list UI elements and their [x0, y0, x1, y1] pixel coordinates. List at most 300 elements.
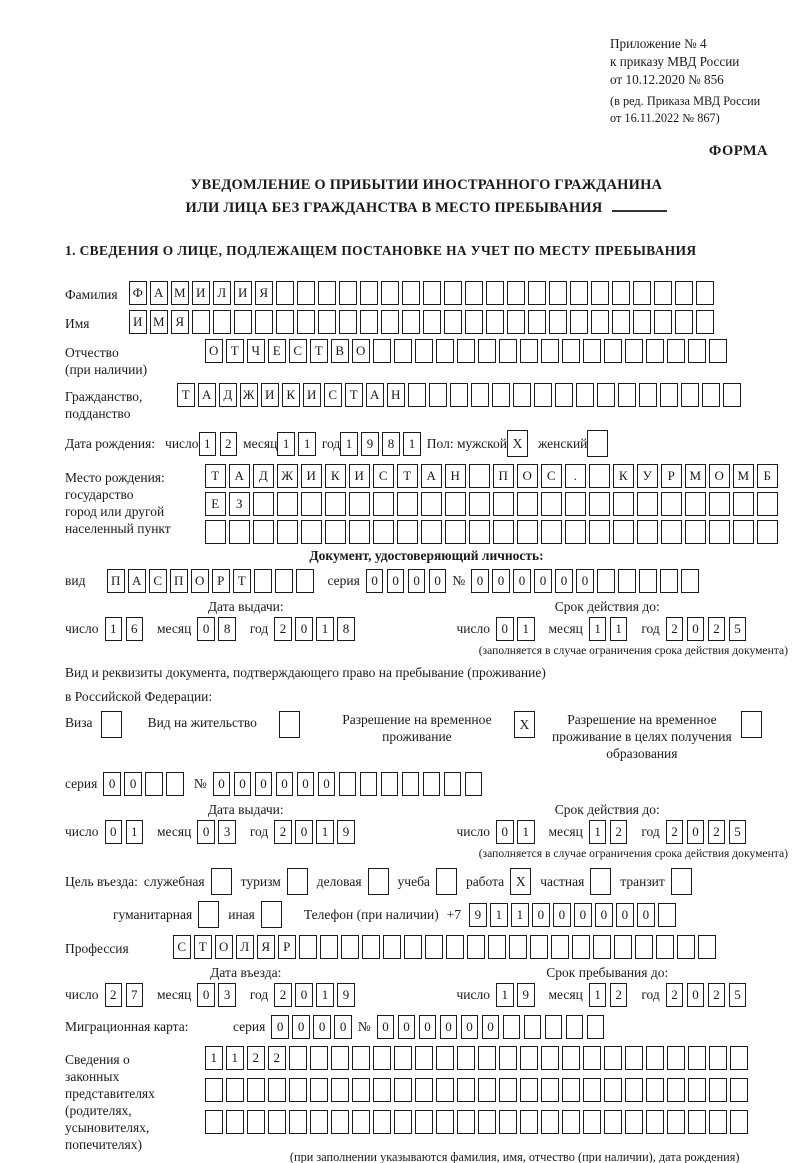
char-box[interactable]: Л	[236, 935, 254, 959]
char-box[interactable]	[696, 281, 714, 305]
char-box[interactable]	[226, 1110, 244, 1134]
char-box[interactable]	[352, 1046, 370, 1070]
char-box[interactable]	[565, 520, 586, 544]
char-box[interactable]: О	[205, 339, 223, 363]
char-box[interactable]	[478, 1110, 496, 1134]
char-box[interactable]	[562, 1078, 580, 1102]
char-box[interactable]	[320, 935, 338, 959]
char-box[interactable]: 2	[708, 820, 726, 844]
char-box[interactable]	[709, 520, 730, 544]
birth-place-boxes-1[interactable]	[205, 464, 778, 488]
char-box[interactable]	[488, 935, 506, 959]
char-box[interactable]	[499, 339, 517, 363]
char-box[interactable]	[661, 492, 682, 516]
char-box[interactable]	[421, 520, 442, 544]
char-box[interactable]: 0	[492, 569, 510, 593]
valid-day-boxes[interactable]	[496, 820, 535, 844]
char-box[interactable]: А	[128, 569, 146, 593]
char-box[interactable]: Т	[233, 569, 251, 593]
char-box[interactable]	[478, 1078, 496, 1102]
char-box[interactable]	[394, 339, 412, 363]
char-box[interactable]: 0	[255, 772, 273, 796]
char-box[interactable]	[253, 492, 274, 516]
char-box[interactable]: 0	[534, 569, 552, 593]
char-box[interactable]	[402, 281, 420, 305]
char-box[interactable]: 1	[126, 820, 144, 844]
char-box[interactable]: 0	[496, 820, 514, 844]
char-box[interactable]: С	[324, 383, 342, 407]
char-box[interactable]: 0	[234, 772, 252, 796]
char-box[interactable]	[486, 310, 504, 334]
char-box[interactable]	[277, 492, 298, 516]
char-box[interactable]	[436, 1078, 454, 1102]
char-box[interactable]: 1	[316, 983, 334, 1007]
char-box[interactable]: 1	[610, 617, 628, 641]
issue-year-boxes[interactable]	[274, 617, 355, 641]
char-box[interactable]	[425, 935, 443, 959]
char-box[interactable]	[685, 520, 706, 544]
char-box[interactable]: 0	[496, 617, 514, 641]
char-box[interactable]	[465, 772, 483, 796]
char-box[interactable]	[675, 281, 693, 305]
char-box[interactable]	[341, 935, 359, 959]
char-box[interactable]: 0	[387, 569, 405, 593]
char-box[interactable]: Н	[387, 383, 405, 407]
char-box[interactable]	[296, 569, 314, 593]
char-box[interactable]: С	[149, 569, 167, 593]
char-box[interactable]: О	[352, 339, 370, 363]
representatives-boxes-1[interactable]	[205, 1046, 748, 1070]
char-box[interactable]	[757, 492, 778, 516]
char-box[interactable]	[562, 339, 580, 363]
purpose-checkbox-delovaya[interactable]	[368, 868, 389, 895]
char-box[interactable]	[247, 1110, 265, 1134]
char-box[interactable]: 0	[105, 820, 123, 844]
char-box[interactable]	[625, 1110, 643, 1134]
char-box[interactable]: Ж	[277, 464, 298, 488]
char-box[interactable]: Р	[278, 935, 296, 959]
char-box[interactable]	[633, 281, 651, 305]
char-box[interactable]	[318, 310, 336, 334]
purpose-checkbox-rabota[interactable]: X	[510, 868, 531, 895]
char-box[interactable]	[646, 1110, 664, 1134]
char-box[interactable]	[549, 281, 567, 305]
char-box[interactable]	[618, 569, 636, 593]
char-box[interactable]: Я	[255, 281, 273, 305]
stay-month-boxes[interactable]	[589, 983, 628, 1007]
char-box[interactable]: 3	[218, 983, 236, 1007]
char-box[interactable]: 2	[105, 983, 123, 1007]
char-box[interactable]	[301, 492, 322, 516]
char-box[interactable]	[471, 383, 489, 407]
char-box[interactable]	[517, 492, 538, 516]
char-box[interactable]: И	[303, 383, 321, 407]
issue-month-boxes[interactable]	[197, 820, 236, 844]
char-box[interactable]	[404, 935, 422, 959]
char-box[interactable]	[660, 383, 678, 407]
char-box[interactable]	[297, 281, 315, 305]
char-box[interactable]: Н	[445, 464, 466, 488]
patronymic-boxes[interactable]	[205, 339, 727, 363]
char-box[interactable]	[469, 464, 490, 488]
char-box[interactable]: 0	[213, 772, 231, 796]
residence-series-boxes[interactable]	[103, 772, 184, 796]
char-box[interactable]	[637, 520, 658, 544]
char-box[interactable]	[656, 935, 674, 959]
birth-place-boxes-2[interactable]	[205, 492, 778, 516]
char-box[interactable]: 8	[382, 432, 400, 456]
char-box[interactable]	[604, 1078, 622, 1102]
char-box[interactable]	[572, 935, 590, 959]
char-box[interactable]	[635, 935, 653, 959]
representatives-boxes-2[interactable]	[205, 1078, 748, 1102]
char-box[interactable]: 0	[408, 569, 426, 593]
char-box[interactable]	[685, 492, 706, 516]
char-box[interactable]	[589, 464, 610, 488]
char-box[interactable]	[589, 492, 610, 516]
migration-number-boxes[interactable]	[377, 1015, 605, 1039]
char-box[interactable]	[339, 310, 357, 334]
char-box[interactable]: С	[373, 464, 394, 488]
char-box[interactable]: 0	[318, 772, 336, 796]
char-box[interactable]	[587, 1015, 605, 1039]
char-box[interactable]: М	[685, 464, 706, 488]
char-box[interactable]	[301, 520, 322, 544]
char-box[interactable]	[696, 310, 714, 334]
char-box[interactable]	[583, 1110, 601, 1134]
char-box[interactable]	[445, 520, 466, 544]
birth-place-boxes-3[interactable]	[205, 520, 778, 544]
char-box[interactable]	[486, 281, 504, 305]
char-box[interactable]	[639, 569, 657, 593]
char-box[interactable]	[507, 281, 525, 305]
char-box[interactable]: 0	[103, 772, 121, 796]
char-box[interactable]	[604, 1046, 622, 1070]
char-box[interactable]	[562, 1110, 580, 1134]
char-box[interactable]: 0	[124, 772, 142, 796]
char-box[interactable]	[192, 310, 210, 334]
char-box[interactable]: 0	[271, 1015, 289, 1039]
char-box[interactable]: 5	[729, 983, 747, 1007]
purpose-checkbox-tranzit[interactable]	[671, 868, 692, 895]
char-box[interactable]: 0	[295, 983, 313, 1007]
char-box[interactable]	[325, 520, 346, 544]
issue-day-boxes[interactable]	[105, 617, 144, 641]
char-box[interactable]: 1	[589, 983, 607, 1007]
char-box[interactable]	[373, 1046, 391, 1070]
char-box[interactable]	[373, 492, 394, 516]
char-box[interactable]	[415, 339, 433, 363]
residence-number-boxes[interactable]	[213, 772, 483, 796]
char-box[interactable]: 0	[576, 569, 594, 593]
doc-series-boxes[interactable]	[366, 569, 447, 593]
char-box[interactable]	[446, 935, 464, 959]
char-box[interactable]	[373, 520, 394, 544]
char-box[interactable]: 2	[220, 432, 238, 456]
char-box[interactable]	[499, 1078, 517, 1102]
char-box[interactable]	[394, 1110, 412, 1134]
char-box[interactable]: И	[129, 310, 147, 334]
char-box[interactable]	[277, 520, 298, 544]
char-box[interactable]	[415, 1046, 433, 1070]
char-box[interactable]: 0	[366, 569, 384, 593]
char-box[interactable]	[667, 1110, 685, 1134]
char-box[interactable]	[709, 1046, 727, 1070]
purpose-checkbox-chastnaya[interactable]	[590, 868, 611, 895]
char-box[interactable]	[597, 569, 615, 593]
char-box[interactable]	[331, 1110, 349, 1134]
char-box[interactable]	[381, 772, 399, 796]
char-box[interactable]	[310, 1046, 328, 1070]
char-box[interactable]: 2	[666, 617, 684, 641]
char-box[interactable]	[331, 1078, 349, 1102]
char-box[interactable]: 1	[403, 432, 421, 456]
char-box[interactable]: И	[192, 281, 210, 305]
char-box[interactable]: Р	[212, 569, 230, 593]
char-box[interactable]	[423, 281, 441, 305]
char-box[interactable]	[597, 383, 615, 407]
char-box[interactable]: 0	[398, 1015, 416, 1039]
char-box[interactable]	[733, 492, 754, 516]
char-box[interactable]	[551, 935, 569, 959]
char-box[interactable]	[688, 339, 706, 363]
char-box[interactable]	[667, 339, 685, 363]
char-box[interactable]	[429, 383, 447, 407]
representatives-boxes-3[interactable]	[205, 1110, 748, 1134]
char-box[interactable]	[565, 492, 586, 516]
doc-number-boxes[interactable]	[471, 569, 699, 593]
char-box[interactable]	[394, 1046, 412, 1070]
char-box[interactable]	[450, 383, 468, 407]
char-box[interactable]	[247, 1078, 265, 1102]
char-box[interactable]	[373, 339, 391, 363]
entry-month-boxes[interactable]	[197, 983, 236, 1007]
char-box[interactable]	[493, 492, 514, 516]
char-box[interactable]	[541, 339, 559, 363]
purpose-checkbox-sluzhebnaya[interactable]	[211, 868, 232, 895]
char-box[interactable]: 0	[295, 820, 313, 844]
char-box[interactable]	[549, 310, 567, 334]
char-box[interactable]: П	[493, 464, 514, 488]
char-box[interactable]: 1	[340, 432, 358, 456]
char-box[interactable]	[566, 1015, 584, 1039]
char-box[interactable]: О	[191, 569, 209, 593]
char-box[interactable]: С	[541, 464, 562, 488]
char-box[interactable]: У	[637, 464, 658, 488]
char-box[interactable]: 9	[361, 432, 379, 456]
char-box[interactable]	[545, 1015, 563, 1039]
char-box[interactable]: Ч	[247, 339, 265, 363]
char-box[interactable]	[614, 935, 632, 959]
char-box[interactable]: 2	[274, 983, 292, 1007]
char-box[interactable]	[541, 492, 562, 516]
char-box[interactable]: 0	[461, 1015, 479, 1039]
char-box[interactable]	[275, 569, 293, 593]
char-box[interactable]: 8	[218, 617, 236, 641]
char-box[interactable]	[541, 1110, 559, 1134]
char-box[interactable]	[415, 1078, 433, 1102]
char-box[interactable]	[397, 492, 418, 516]
char-box[interactable]	[493, 520, 514, 544]
valid-day-boxes[interactable]	[496, 617, 535, 641]
purpose-checkbox-inaya[interactable]	[261, 901, 282, 928]
char-box[interactable]: 0	[297, 772, 315, 796]
char-box[interactable]: 0	[295, 617, 313, 641]
char-box[interactable]: 2	[268, 1046, 286, 1070]
stay-year-boxes[interactable]	[666, 983, 747, 1007]
char-box[interactable]	[637, 492, 658, 516]
char-box[interactable]	[562, 1046, 580, 1070]
char-box[interactable]: 0	[616, 903, 634, 927]
char-box[interactable]: 7	[126, 983, 144, 1007]
purpose-checkbox-ucheba[interactable]	[436, 868, 457, 895]
visa-checkbox[interactable]	[101, 711, 122, 738]
char-box[interactable]	[730, 1046, 748, 1070]
char-box[interactable]	[234, 310, 252, 334]
char-box[interactable]	[555, 383, 573, 407]
char-box[interactable]: П	[170, 569, 188, 593]
valid-month-boxes[interactable]	[589, 617, 628, 641]
char-box[interactable]: 1	[226, 1046, 244, 1070]
char-box[interactable]	[415, 1110, 433, 1134]
char-box[interactable]: 1	[316, 820, 334, 844]
char-box[interactable]	[402, 310, 420, 334]
char-box[interactable]	[681, 383, 699, 407]
citizenship-boxes[interactable]	[177, 383, 741, 407]
char-box[interactable]	[349, 520, 370, 544]
char-box[interactable]: 1	[496, 983, 514, 1007]
char-box[interactable]	[698, 935, 716, 959]
char-box[interactable]	[423, 310, 441, 334]
char-box[interactable]	[499, 1046, 517, 1070]
char-box[interactable]	[633, 310, 651, 334]
char-box[interactable]	[394, 1078, 412, 1102]
char-box[interactable]	[625, 339, 643, 363]
char-box[interactable]: 2	[610, 820, 628, 844]
char-box[interactable]	[226, 1078, 244, 1102]
char-box[interactable]	[534, 383, 552, 407]
char-box[interactable]	[402, 772, 420, 796]
char-box[interactable]	[444, 310, 462, 334]
char-box[interactable]: Т	[177, 383, 195, 407]
char-box[interactable]: В	[331, 339, 349, 363]
char-box[interactable]	[528, 310, 546, 334]
char-box[interactable]: К	[282, 383, 300, 407]
char-box[interactable]: О	[215, 935, 233, 959]
char-box[interactable]	[509, 935, 527, 959]
char-box[interactable]: 2	[274, 617, 292, 641]
char-box[interactable]	[730, 1110, 748, 1134]
char-box[interactable]	[205, 1110, 223, 1134]
char-box[interactable]: 2	[666, 820, 684, 844]
char-box[interactable]	[339, 281, 357, 305]
char-box[interactable]: З	[229, 492, 250, 516]
char-box[interactable]	[299, 935, 317, 959]
migration-series-boxes[interactable]	[271, 1015, 352, 1039]
char-box[interactable]: 1	[205, 1046, 223, 1070]
char-box[interactable]: 0	[313, 1015, 331, 1039]
char-box[interactable]: Л	[213, 281, 231, 305]
char-box[interactable]: 0	[419, 1015, 437, 1039]
char-box[interactable]	[373, 1078, 391, 1102]
char-box[interactable]	[681, 569, 699, 593]
char-box[interactable]: 2	[666, 983, 684, 1007]
char-box[interactable]: 9	[469, 903, 487, 927]
char-box[interactable]: 0	[555, 569, 573, 593]
char-box[interactable]: 9	[337, 820, 355, 844]
char-box[interactable]	[688, 1110, 706, 1134]
char-box[interactable]: 2	[274, 820, 292, 844]
char-box[interactable]	[254, 569, 272, 593]
char-box[interactable]	[654, 281, 672, 305]
char-box[interactable]	[444, 281, 462, 305]
char-box[interactable]: К	[325, 464, 346, 488]
char-box[interactable]	[613, 520, 634, 544]
char-box[interactable]: 0	[482, 1015, 500, 1039]
char-box[interactable]: И	[261, 383, 279, 407]
char-box[interactable]: Т	[310, 339, 328, 363]
char-box[interactable]	[677, 935, 695, 959]
char-box[interactable]	[467, 935, 485, 959]
char-box[interactable]: 0	[513, 569, 531, 593]
char-box[interactable]: С	[173, 935, 191, 959]
char-box[interactable]	[660, 569, 678, 593]
char-box[interactable]: 0	[377, 1015, 395, 1039]
char-box[interactable]: 1	[490, 903, 508, 927]
char-box[interactable]: П	[107, 569, 125, 593]
char-box[interactable]: М	[150, 310, 168, 334]
char-box[interactable]: 0	[334, 1015, 352, 1039]
char-box[interactable]: И	[301, 464, 322, 488]
char-box[interactable]	[520, 339, 538, 363]
char-box[interactable]: 0	[292, 1015, 310, 1039]
char-box[interactable]	[520, 1046, 538, 1070]
char-box[interactable]	[612, 310, 630, 334]
char-box[interactable]	[253, 520, 274, 544]
char-box[interactable]	[276, 310, 294, 334]
char-box[interactable]	[360, 310, 378, 334]
char-box[interactable]: 0	[429, 569, 447, 593]
char-box[interactable]: Т	[397, 464, 418, 488]
char-box[interactable]: 1	[589, 820, 607, 844]
doc-kind-boxes[interactable]	[107, 569, 314, 593]
char-box[interactable]: Т	[226, 339, 244, 363]
char-box[interactable]	[702, 383, 720, 407]
char-box[interactable]	[381, 281, 399, 305]
char-box[interactable]: .	[565, 464, 586, 488]
char-box[interactable]	[520, 1078, 538, 1102]
char-box[interactable]: 0	[197, 617, 215, 641]
char-box[interactable]: Ф	[129, 281, 147, 305]
char-box[interactable]	[255, 310, 273, 334]
char-box[interactable]	[583, 1046, 601, 1070]
char-box[interactable]: С	[289, 339, 307, 363]
char-box[interactable]	[520, 1110, 538, 1134]
char-box[interactable]: А	[229, 464, 250, 488]
valid-year-boxes[interactable]	[666, 820, 747, 844]
char-box[interactable]	[688, 1046, 706, 1070]
char-box[interactable]	[436, 339, 454, 363]
char-box[interactable]	[618, 383, 636, 407]
char-box[interactable]: 1	[511, 903, 529, 927]
char-box[interactable]	[310, 1078, 328, 1102]
char-box[interactable]: Я	[257, 935, 275, 959]
char-box[interactable]	[229, 520, 250, 544]
residence-permit-checkbox[interactable]	[279, 711, 300, 738]
char-box[interactable]: А	[421, 464, 442, 488]
char-box[interactable]: 2	[610, 983, 628, 1007]
char-box[interactable]	[457, 1046, 475, 1070]
